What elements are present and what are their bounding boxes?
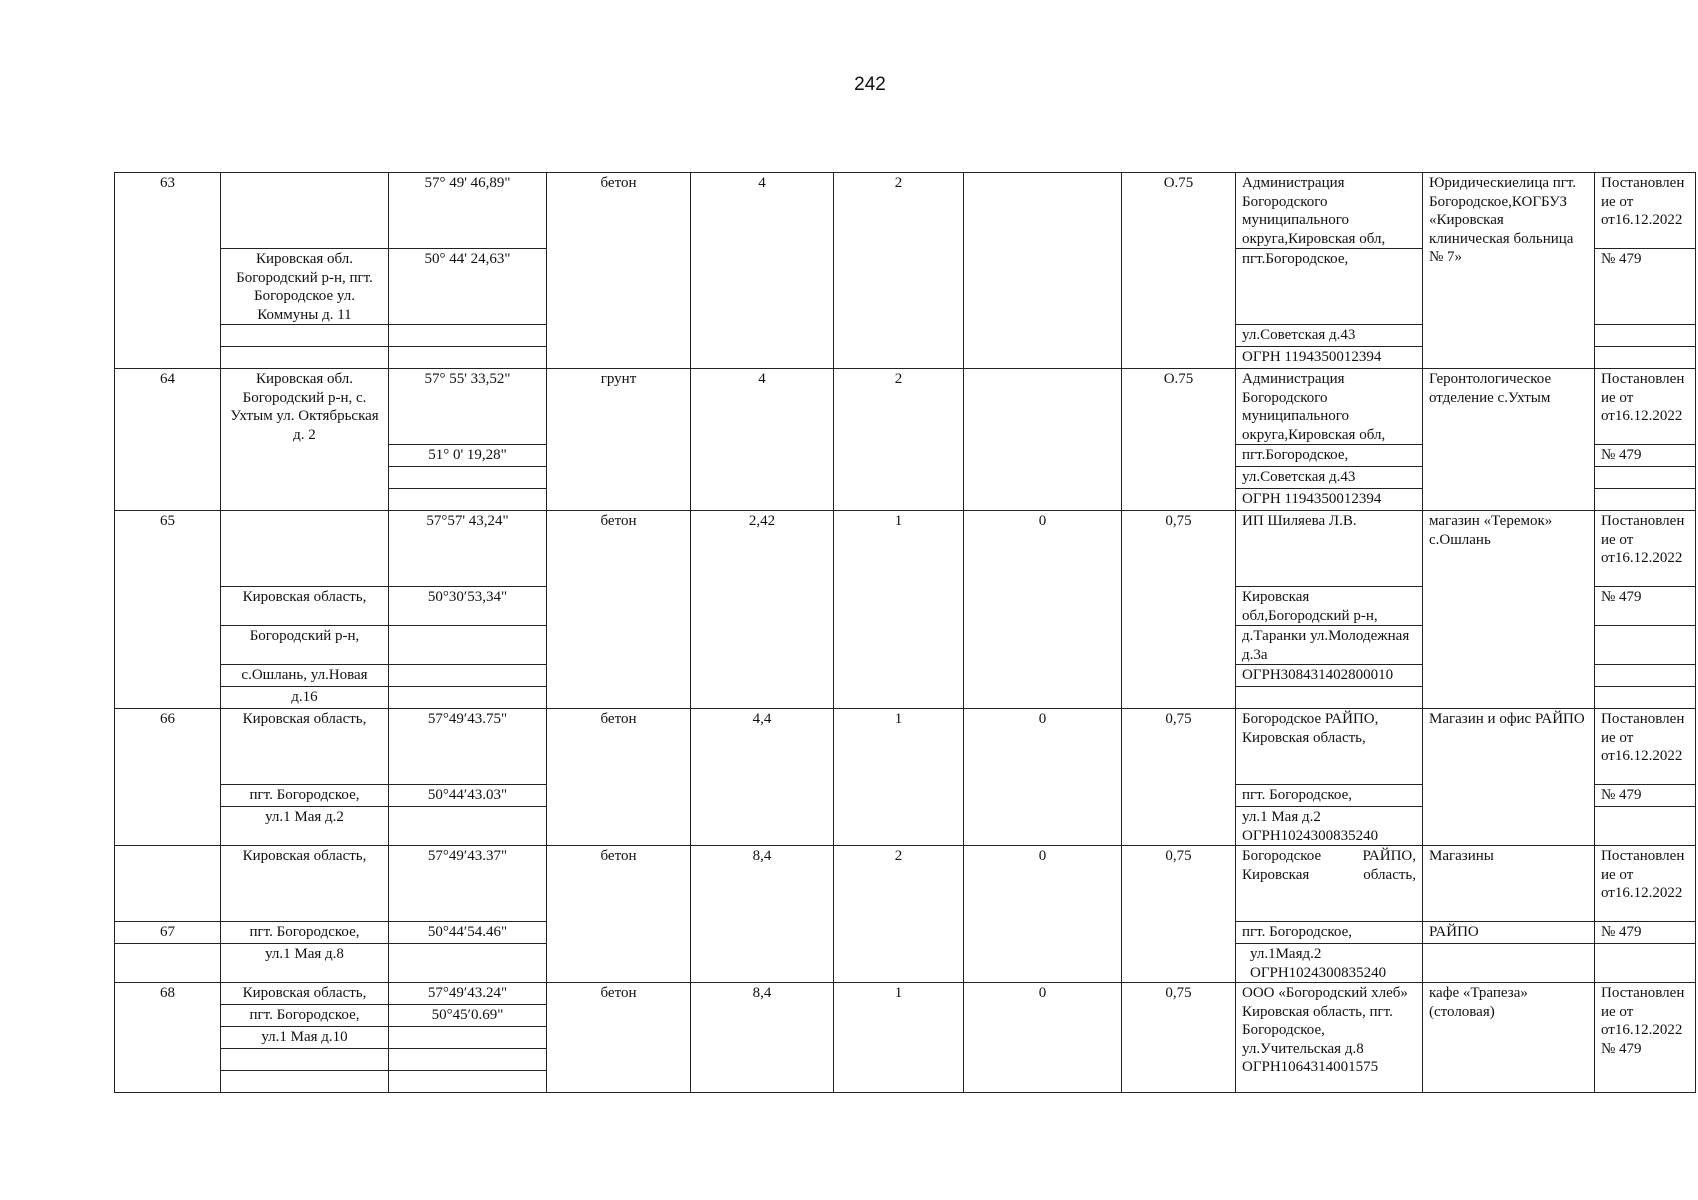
address-line: ул.1 Мая д.10	[221, 1027, 389, 1049]
source: Геронтологическое отделение с.Ухтым	[1423, 369, 1595, 511]
address-line: д.16	[221, 687, 389, 709]
surface: грунт	[547, 369, 691, 511]
surface: бетон	[547, 709, 691, 846]
area: 2,42	[691, 511, 834, 709]
latitude: 57° 49' 46,89"	[389, 173, 547, 249]
address-line: Кировская область,	[221, 846, 389, 922]
owner-street: ул.Советская д.43	[1236, 467, 1423, 489]
latitude: 57°49′43.37"	[389, 846, 547, 922]
document: Постановление от от16.12.2022	[1595, 511, 1696, 587]
document: Постановление от от16.12.2022	[1595, 846, 1696, 922]
extra: 0	[964, 511, 1122, 709]
longitude: 50°44′54.46"	[389, 922, 547, 944]
address: Кировская обл. Богородский р-н, с. Ухтым ул. Октябрьская д. 2	[221, 369, 389, 511]
longitude: 50° 44' 24,63"	[389, 249, 547, 325]
owner-ogrn: ОГРН 1194350012394	[1236, 489, 1423, 511]
row-number: 68	[115, 983, 221, 1093]
address-line: Кировская область,	[221, 587, 389, 626]
owner: Администрация Богородского муниципального округа,Кировская обл,	[1236, 173, 1423, 249]
owner-name: ООО «Богородский хлеб»	[1242, 985, 1408, 1001]
containers: 2	[834, 173, 964, 369]
address-line: с.Ошлань, ул.Новая	[221, 665, 389, 687]
owner: Богородское РАЙПО, Кировская область,	[1236, 709, 1423, 785]
document-number: № 479	[1595, 922, 1696, 944]
owner-details: Кировская область, пгт. Богородское, ул.Учительская д.8 ОГРН1064314001575	[1242, 1003, 1393, 1075]
area: 4	[691, 173, 834, 369]
owner-address: пгт.Богородское,	[1236, 249, 1423, 325]
volume: 0,75	[1122, 983, 1236, 1093]
extra: 0	[964, 846, 1122, 983]
area: 8,4	[691, 846, 834, 983]
row-number: 63	[115, 173, 221, 369]
area: 4,4	[691, 709, 834, 846]
owner: ИП Шиляева Л.В.	[1236, 511, 1423, 587]
volume: 0,75	[1122, 846, 1236, 983]
address-line: Кировская область,	[221, 709, 389, 785]
surface: бетон	[547, 173, 691, 369]
owner-street: ул.1Маяд.2 ОГРН1024300835240	[1236, 944, 1423, 983]
address: Кировская обл. Богородский р-н, пгт. Богородское ул. Коммуны д. 11	[221, 249, 389, 325]
source-line: РАЙПО	[1423, 922, 1595, 944]
table-row	[115, 511, 1696, 587]
area: 8,4	[691, 983, 834, 1093]
row-number: 66	[115, 709, 221, 846]
address-line: ул.1 Мая д.8	[221, 944, 389, 983]
document-number: № 479	[1595, 445, 1696, 467]
latitude: 57° 55' 33,52"	[389, 369, 547, 445]
owner-address: пгт. Богородское,	[1236, 922, 1423, 944]
owner-street: ул.Советская д.43	[1236, 325, 1423, 347]
source: Магазин и офис РАЙПО	[1423, 709, 1595, 846]
containers: 1	[834, 511, 964, 709]
extra: 0	[964, 983, 1122, 1093]
owner-street: ул.1 Мая д.2 ОГРН1024300835240	[1236, 807, 1423, 846]
source: магазин «Теремок» с.Ошлань	[1423, 511, 1595, 709]
row-number: 64	[115, 369, 221, 511]
owner	[1236, 983, 1423, 1093]
document-number: № 479	[1595, 587, 1696, 626]
row-number: 67	[115, 922, 221, 944]
owner-address: пгт. Богородское,	[1236, 785, 1423, 807]
page-number: 242	[854, 74, 886, 95]
table-row	[115, 369, 1696, 445]
volume: О.75	[1122, 173, 1236, 369]
document: Постановление от от16.12.2022	[1595, 369, 1696, 445]
longitude: 50°44′43.03"	[389, 785, 547, 807]
document-number: № 479	[1595, 785, 1696, 807]
address-line: Богородский р-н,	[221, 626, 389, 665]
table-row	[115, 846, 1696, 922]
owner-ogrn: ОГРН 1194350012394	[1236, 347, 1423, 369]
container-sites-table	[114, 172, 1696, 1093]
address-line: пгт. Богородское,	[221, 1005, 389, 1027]
latitude: 57°57' 43,24"	[389, 511, 547, 587]
document: Постановление от от16.12.2022 № 479	[1595, 983, 1696, 1093]
document: Постановление от от16.12.2022	[1595, 173, 1696, 249]
address-line: ул.1 Мая д.2	[221, 807, 389, 846]
containers: 2	[834, 846, 964, 983]
address-line: Кировская область,	[221, 983, 389, 1005]
longitude: 50°45′0.69"	[389, 1005, 547, 1027]
latitude: 57°49′43.75"	[389, 709, 547, 785]
table-row	[115, 709, 1696, 785]
volume: 0,75	[1122, 511, 1236, 709]
containers: 1	[834, 983, 964, 1093]
volume: О.75	[1122, 369, 1236, 511]
owner: Администрация Богородского муниципального округа,Кировская обл,	[1236, 369, 1423, 445]
longitude: 51° 0' 19,28"	[389, 445, 547, 467]
owner: Богородское РАЙПО, Кировская область,	[1236, 846, 1423, 922]
longitude: 50°30′53,34"	[389, 587, 547, 626]
area: 4	[691, 369, 834, 511]
owner-address: Кировская обл,Богородский р-н,	[1236, 587, 1423, 626]
surface: бетон	[547, 846, 691, 983]
owner-street: д.Таранки ул.Молодежная д.3а	[1236, 626, 1423, 665]
address-line: пгт. Богородское,	[221, 922, 389, 944]
surface: бетон	[547, 983, 691, 1093]
owner-address: пгт.Богородское,	[1236, 445, 1423, 467]
table-row	[115, 983, 1696, 1005]
extra	[964, 369, 1122, 511]
volume: 0,75	[1122, 709, 1236, 846]
extra: 0	[964, 709, 1122, 846]
owner-ogrn: ОГРН308431402800010	[1236, 665, 1423, 687]
containers: 1	[834, 709, 964, 846]
source: Юридическиелица пгт. Богородское,КОГБУЗ «Кировская клиническая больница № 7»	[1423, 173, 1595, 369]
document: Постановление от от16.12.2022	[1595, 709, 1696, 785]
containers: 2	[834, 369, 964, 511]
surface: бетон	[547, 511, 691, 709]
latitude: 57°49′43.24"	[389, 983, 547, 1005]
extra	[964, 173, 1122, 369]
source: кафе «Трапеза» (столовая)	[1423, 983, 1595, 1093]
source: Магазины	[1423, 846, 1595, 922]
row-number: 65	[115, 511, 221, 709]
document-number: № 479	[1595, 249, 1696, 325]
table-row	[115, 173, 1696, 249]
address-line: пгт. Богородское,	[221, 785, 389, 807]
